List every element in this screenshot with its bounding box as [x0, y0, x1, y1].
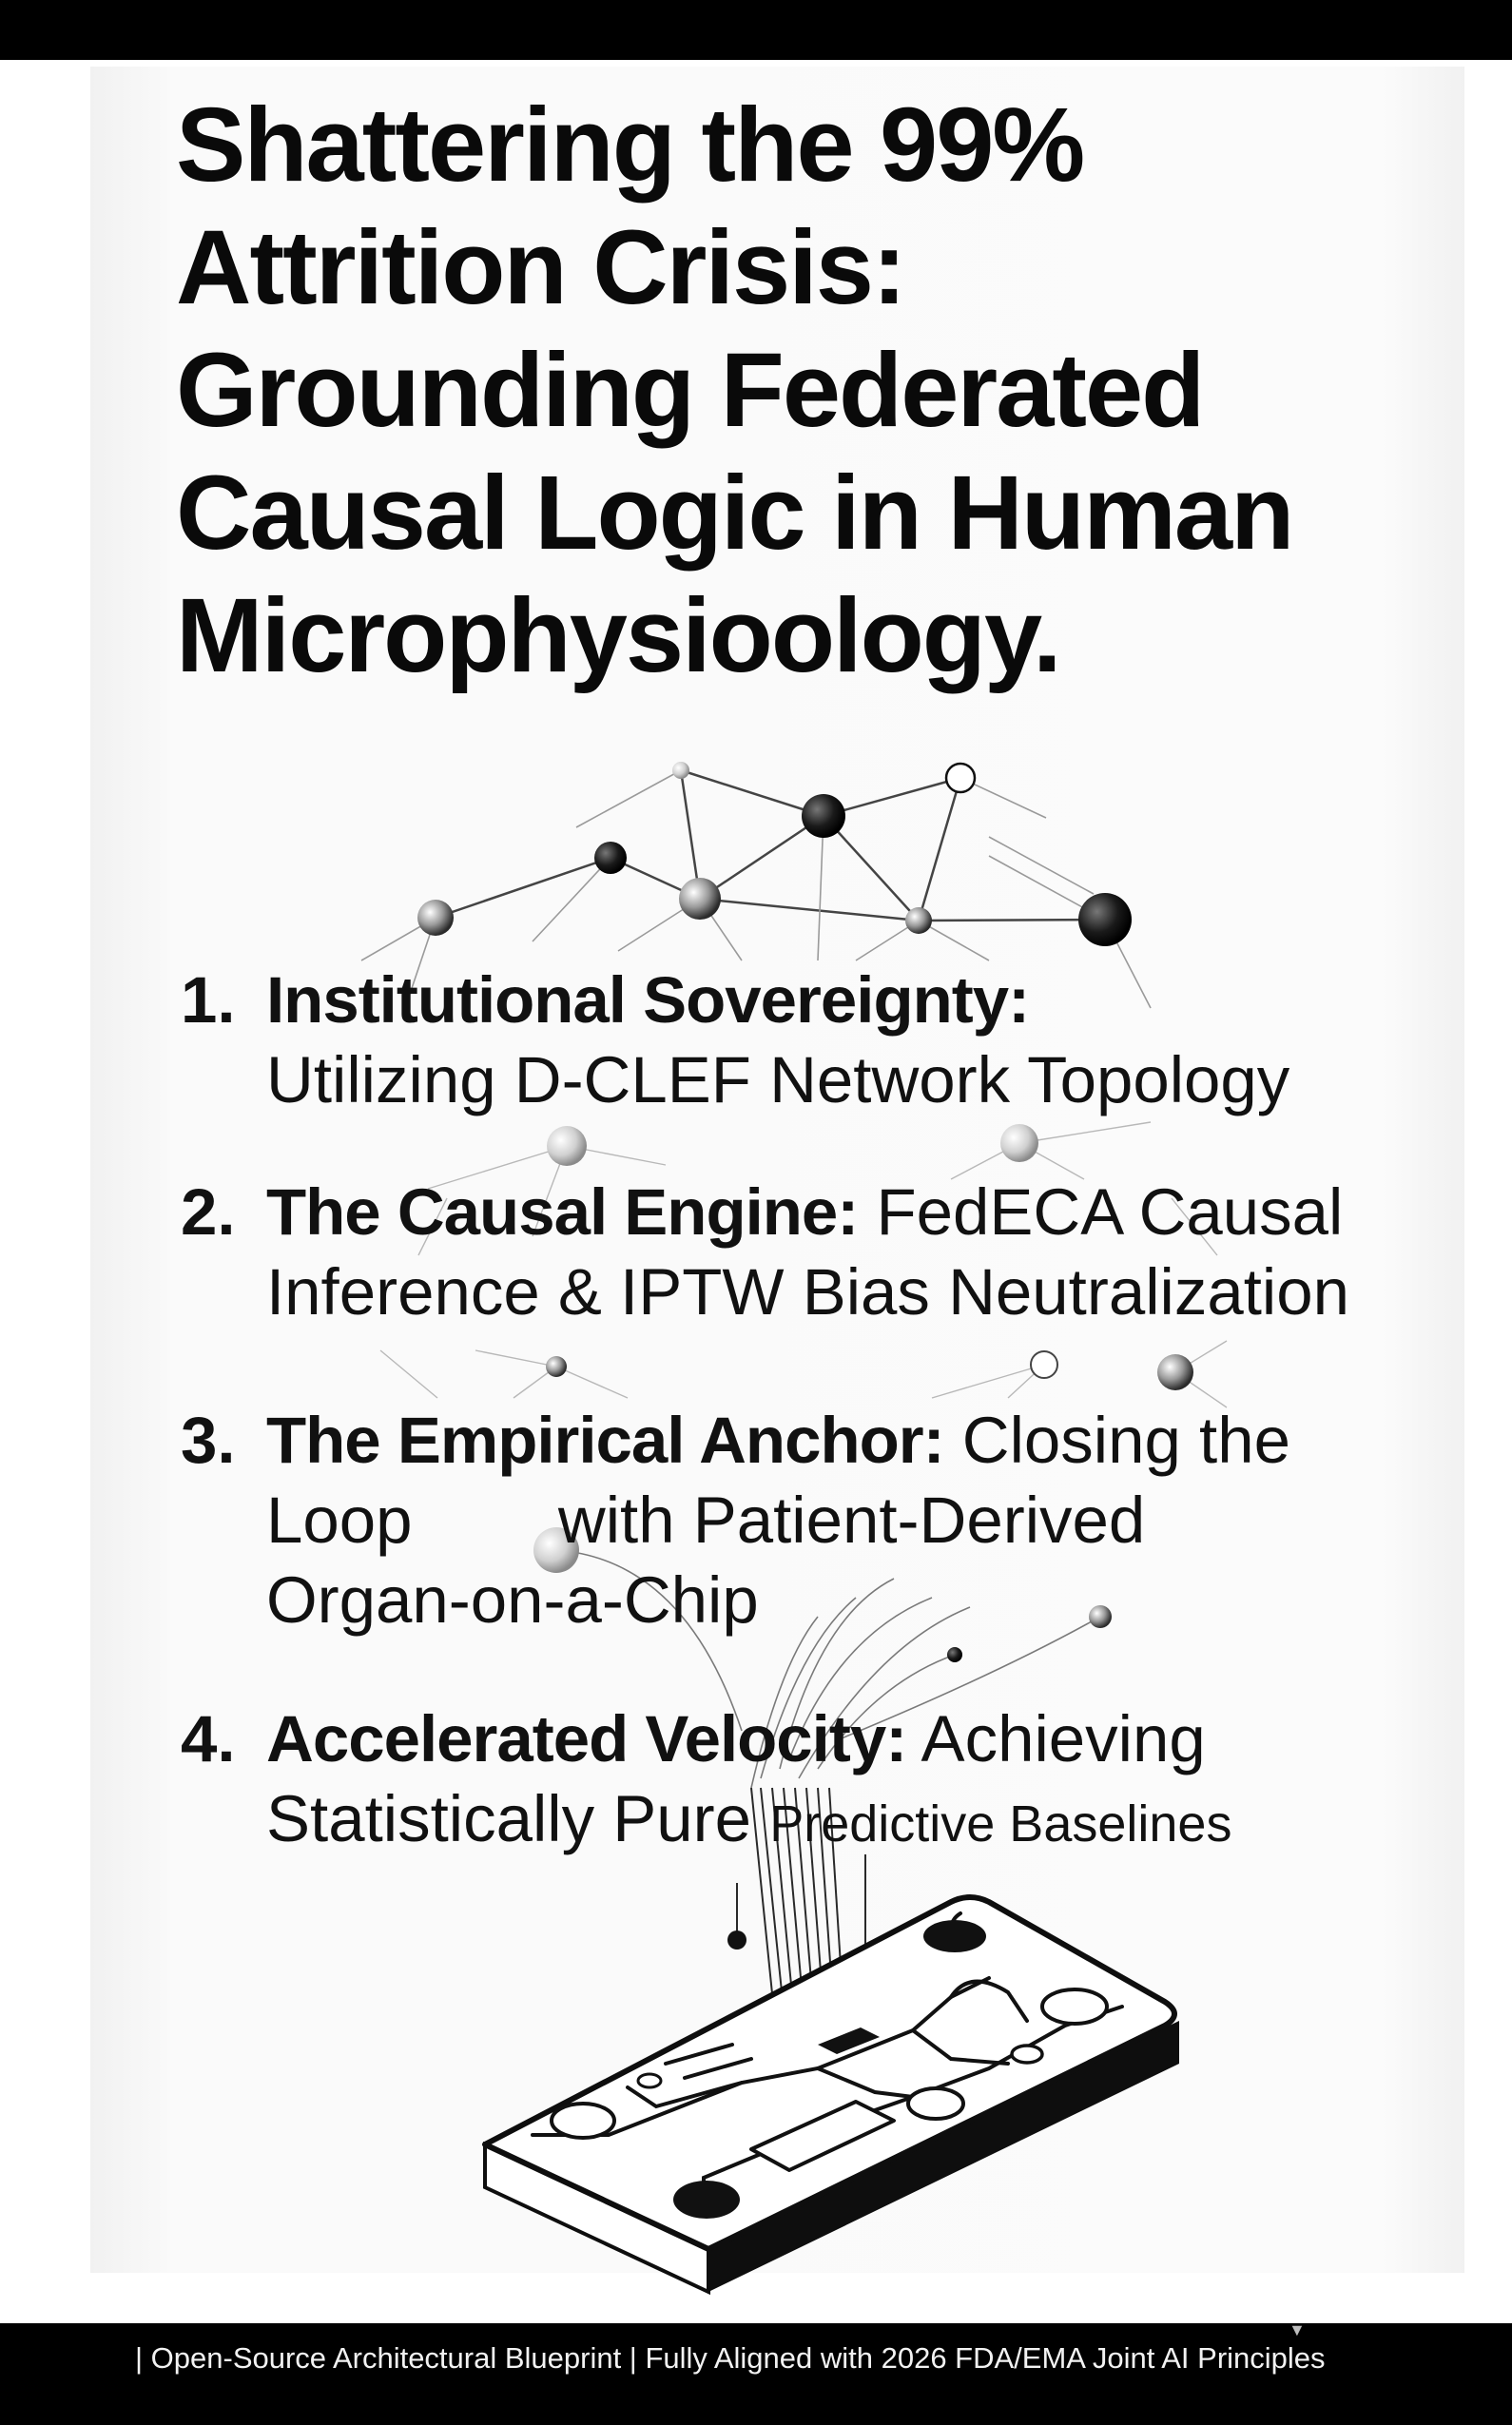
point-4 — [181, 1699, 1455, 1864]
point-4-text: Achieving — [906, 1702, 1206, 1775]
point-4-number: 4. — [181, 1702, 236, 1775]
key-points-list — [181, 960, 1455, 1864]
point-3-heading: The Empirical Anchor: — [266, 1404, 944, 1477]
point-4-line-2: Statistically Pure — [266, 1782, 770, 1855]
footer-caption: | Open-Source Architectural Blueprint | Fully Aligned with 2026 FDA/EMA Joint AI Principles — [135, 2341, 1326, 2375]
point-2-text: FedECA Causal — [858, 1175, 1344, 1249]
point-3-text: Closing the — [943, 1404, 1290, 1477]
point-3-line-3: Organ-on-a-Chip — [266, 1563, 759, 1637]
point-2-line-2: Inference & IPTW Bias Neutralization — [266, 1255, 1349, 1329]
point-1-line-2: Utilizing D-CLEF Network Topology — [266, 1043, 1290, 1116]
title-line-1: Shattering the 99% — [176, 87, 1084, 204]
title-line-5: Microphysioology. — [176, 577, 1060, 694]
point-2 — [181, 1173, 1455, 1332]
point-1-number: 1. — [181, 963, 236, 1037]
point-2-heading: The Causal Engine: — [266, 1175, 859, 1249]
point-4-line-2-small: Predictive Baselines — [769, 1795, 1232, 1853]
point-1-heading: Institutional Sovereignty: — [266, 963, 1030, 1037]
point-2-number: 2. — [181, 1175, 236, 1249]
point-1 — [181, 960, 1455, 1120]
slide-title — [176, 84, 1450, 697]
title-line-3: Grounding Federated — [176, 332, 1204, 449]
title-line-4: Causal Logic in Human — [176, 455, 1293, 572]
point-3 — [181, 1401, 1455, 1640]
point-4-heading: Accelerated Velocity: — [266, 1702, 907, 1775]
title-line-2: Attrition Crisis: — [176, 209, 905, 326]
caret-down-icon: ▼ — [1289, 2320, 1306, 2339]
point-3-line-2: Loop with Patient-Derived — [266, 1484, 1146, 1557]
point-3-number: 3. — [181, 1404, 236, 1477]
